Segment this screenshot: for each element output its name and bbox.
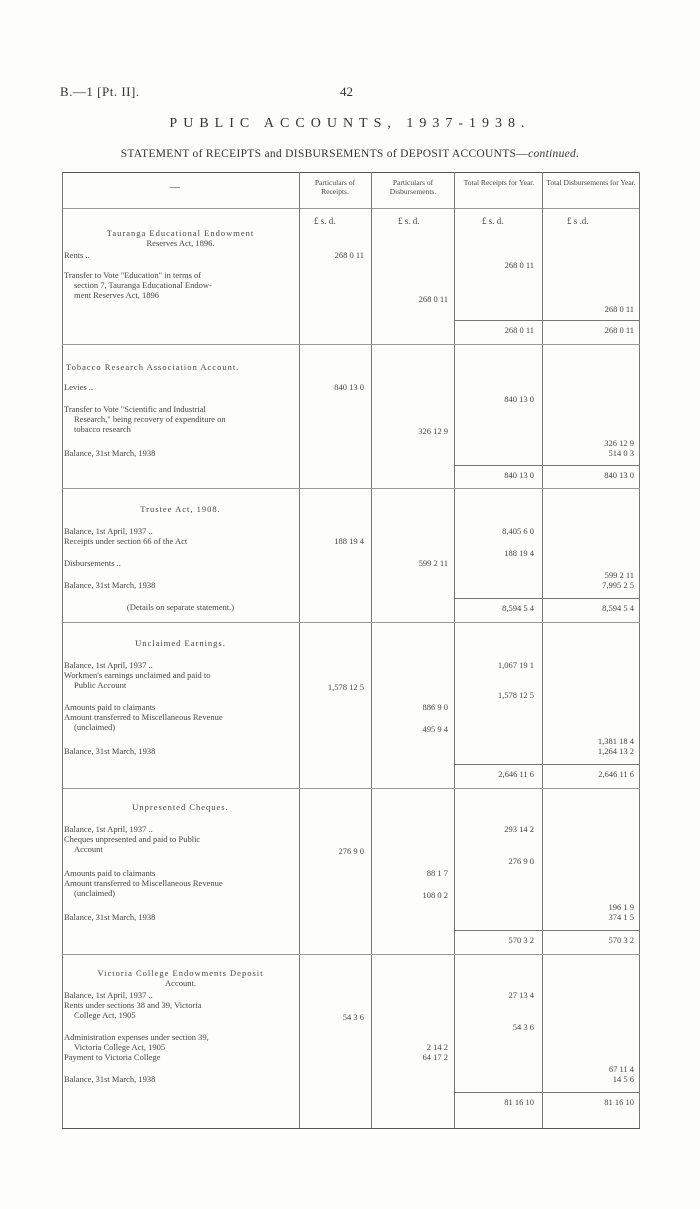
table-top-rule: [62, 172, 640, 173]
col-header-receipts: Particulars of Receipts.: [314, 178, 356, 196]
subtitle-main: STATEMENT of RECEIPTS and DISBURSEMENTS of DEPOSIT ACCOUNTS—: [120, 148, 529, 160]
row-label: Administration expenses under section 39, Victoria College Act, 1905: [64, 1032, 209, 1052]
table-bottom-rule: [62, 1128, 640, 1129]
receipt-amount: 1,578 12 5: [327, 682, 364, 692]
row-label: Cheques unpresented and paid to Public Account: [64, 834, 201, 854]
row-label: Balance, 1st April, 1937 ..: [64, 660, 153, 670]
disbursement-amount: 64 17 2: [422, 1052, 448, 1062]
disbursement-amount: 326 12 9: [418, 426, 448, 436]
page-number: 42: [340, 84, 353, 99]
total-receipts-sum: 8,594 5 4: [502, 603, 534, 613]
disbursement-amount: 599 2 11: [418, 558, 448, 568]
total-receipt-amount: 1,067 19 1: [497, 660, 534, 670]
total-receipt-amount: 1,578 12 5: [497, 690, 534, 700]
total-rule: [454, 465, 640, 466]
accounts-table: [62, 172, 640, 1128]
total-receipts-sum: 2,646 11 6: [498, 769, 534, 779]
total-receipts-sum: 570 3 2: [508, 935, 534, 945]
total-receipt-amount: 293 14 2: [504, 824, 534, 834]
disbursement-amount: 2 14 2: [426, 1042, 448, 1052]
disbursement-amount: 268 0 11: [418, 294, 448, 304]
column-rule: [371, 172, 372, 1128]
total-rule: [454, 930, 640, 931]
total-disbursements-sum: 840 13 0: [604, 470, 634, 480]
total-receipt-amount: 54 3 6: [512, 1022, 534, 1032]
row-label: Balance, 31st March, 1938: [64, 912, 156, 922]
total-disbursement-amount: 1,381 18 4: [597, 736, 634, 746]
total-disbursement-amount: 14 5 6: [612, 1074, 634, 1084]
unit-label: £ s .d.: [567, 216, 589, 226]
section-title-trustee: Trustee Act, 1908.: [140, 504, 221, 514]
unit-label: £ s. d.: [314, 216, 336, 226]
total-receipt-amount: 268 0 11: [504, 260, 534, 270]
row-label: Amount transferred to Miscellaneous Revenue (unclaimed): [64, 712, 223, 732]
col-header-total-receipts: Total Receipts for Year.: [463, 178, 535, 187]
row-label: Rents under sections 38 and 39, Victoria College Act, 1905: [64, 1000, 202, 1020]
section-subtitle-victoria: Account.: [165, 978, 196, 988]
col-header-disbursements: Particulars of Disbursements.: [389, 178, 437, 196]
section-rule: [62, 788, 640, 789]
total-disbursements-sum: 570 3 2: [608, 935, 634, 945]
total-disbursement-amount: 1,264 13 2: [597, 746, 634, 756]
total-disbursement-amount: 374 1 5: [608, 912, 634, 922]
total-disbursement-amount: 67 11 4: [608, 1064, 634, 1074]
receipt-amount: 840 13 0: [334, 382, 364, 392]
row-label: Levies ..: [64, 382, 94, 392]
disbursement-amount: 495 9 4: [422, 724, 448, 734]
row-label: Balance, 1st April, 1937 ..: [64, 824, 153, 834]
section-title-unpresented: Unpresented Cheques.: [132, 802, 229, 812]
total-disbursements-sum: 268 0 11: [604, 325, 634, 335]
column-rule: [639, 172, 640, 1128]
row-label: Payment to Victoria College: [64, 1052, 161, 1062]
total-receipt-amount: 276 9 0: [508, 856, 534, 866]
row-label: Transfer to Vote "Scientific and Industrial Research," being recovery of expenditure on tobacco research: [64, 404, 226, 434]
row-label: Balance, 31st March, 1938: [64, 1074, 156, 1084]
column-rule: [454, 172, 455, 1128]
unit-label: £ s. d.: [482, 216, 504, 226]
col-header-total-disbursements: Total Disbursements for Year.: [546, 178, 636, 187]
column-rule: [299, 172, 300, 1128]
row-label: Receipts under section 66 of the Act: [64, 536, 188, 546]
total-receipt-amount: 840 13 0: [504, 394, 534, 404]
col-header-particulars: —: [170, 182, 180, 193]
total-receipts-sum: 840 13 0: [504, 470, 534, 480]
row-label: Amounts paid to claimants: [64, 868, 156, 878]
total-disbursement-amount: 514 0 3: [608, 448, 634, 458]
section-subtitle-tauranga: Reserves Act, 1896.: [146, 238, 215, 248]
row-label: Transfer to Vote "Education" in terms of section 7, Tauranga Educational Endow- ment Reserves Act, 1896: [64, 270, 212, 300]
total-disbursement-amount: 7,995 2 5: [602, 580, 634, 590]
row-label: Balance, 31st March, 1938: [64, 448, 156, 458]
row-label: Amounts paid to claimants: [64, 702, 156, 712]
total-receipt-amount: 188 19 4: [504, 548, 534, 558]
section-rule: [62, 488, 640, 489]
row-label: Balance, 31st March, 1938: [64, 580, 156, 590]
total-rule: [454, 598, 640, 599]
disbursement-amount: 88 1 7: [426, 868, 448, 878]
document-title: PUBLIC ACCOUNTS, 1937-1938.: [169, 116, 531, 131]
total-rule: [454, 1092, 640, 1093]
row-label: Balance, 1st April, 1937 ..: [64, 526, 153, 536]
row-label: Workmen's earnings unclaimed and paid to Public Account: [64, 670, 211, 690]
section-title-tobacco: Tobacco Research Association Account.: [66, 362, 240, 372]
column-rule: [542, 172, 543, 1128]
receipt-amount: 54 3 6: [342, 1012, 364, 1022]
total-receipt-amount: 8,405 6 0: [502, 526, 534, 536]
statement-subtitle: [0, 148, 700, 160]
row-label: Disbursements ..: [64, 558, 121, 568]
total-receipt-amount: 27 13 4: [508, 990, 534, 1000]
receipt-amount: 276 9 0: [338, 846, 364, 856]
total-disbursements-sum: 2,646 11 6: [598, 769, 634, 779]
receipt-amount: 188 19 4: [334, 536, 364, 546]
total-disbursement-amount: 268 0 11: [604, 304, 634, 314]
total-disbursement-amount: 326 12 9: [604, 438, 634, 448]
total-disbursement-amount: 196 1 9: [608, 902, 634, 912]
row-label: Amount transferred to Miscellaneous Revenue (unclaimed): [64, 878, 223, 898]
section-title-unclaimed: Unclaimed Earnings.: [135, 638, 226, 648]
row-label: Balance, 31st March, 1938: [64, 746, 156, 756]
row-label: Balance, 1st April, 1937 ..: [64, 990, 153, 1000]
total-receipts-sum: 81 16 10: [504, 1097, 534, 1107]
total-receipts-sum: 268 0 11: [504, 325, 534, 335]
unit-label: £ s. d.: [398, 216, 420, 226]
page-code: B.—1 [Pt. II].: [60, 84, 140, 99]
row-label: Rents ..: [64, 250, 90, 260]
disbursement-amount: 886 9 0: [422, 702, 448, 712]
total-rule: [454, 320, 640, 321]
section-note: (Details on separate statement.): [126, 602, 235, 612]
section-rule: [62, 954, 640, 955]
total-rule: [454, 764, 640, 765]
section-rule: [62, 622, 640, 623]
section-title-tauranga: Tauranga Educational Endowment: [106, 228, 255, 238]
header-rule: [62, 208, 640, 209]
receipt-amount: 268 0 11: [334, 250, 364, 260]
section-title-victoria: Victoria College Endowments Deposit: [97, 968, 264, 978]
total-disbursements-sum: 8,594 5 4: [602, 603, 634, 613]
section-rule: [62, 344, 640, 345]
total-disbursement-amount: 599 2 11: [604, 570, 634, 580]
subtitle-continued: continued.: [528, 148, 580, 160]
total-disbursements-sum: 81 16 10: [604, 1097, 634, 1107]
disbursement-amount: 108 0 2: [422, 890, 448, 900]
